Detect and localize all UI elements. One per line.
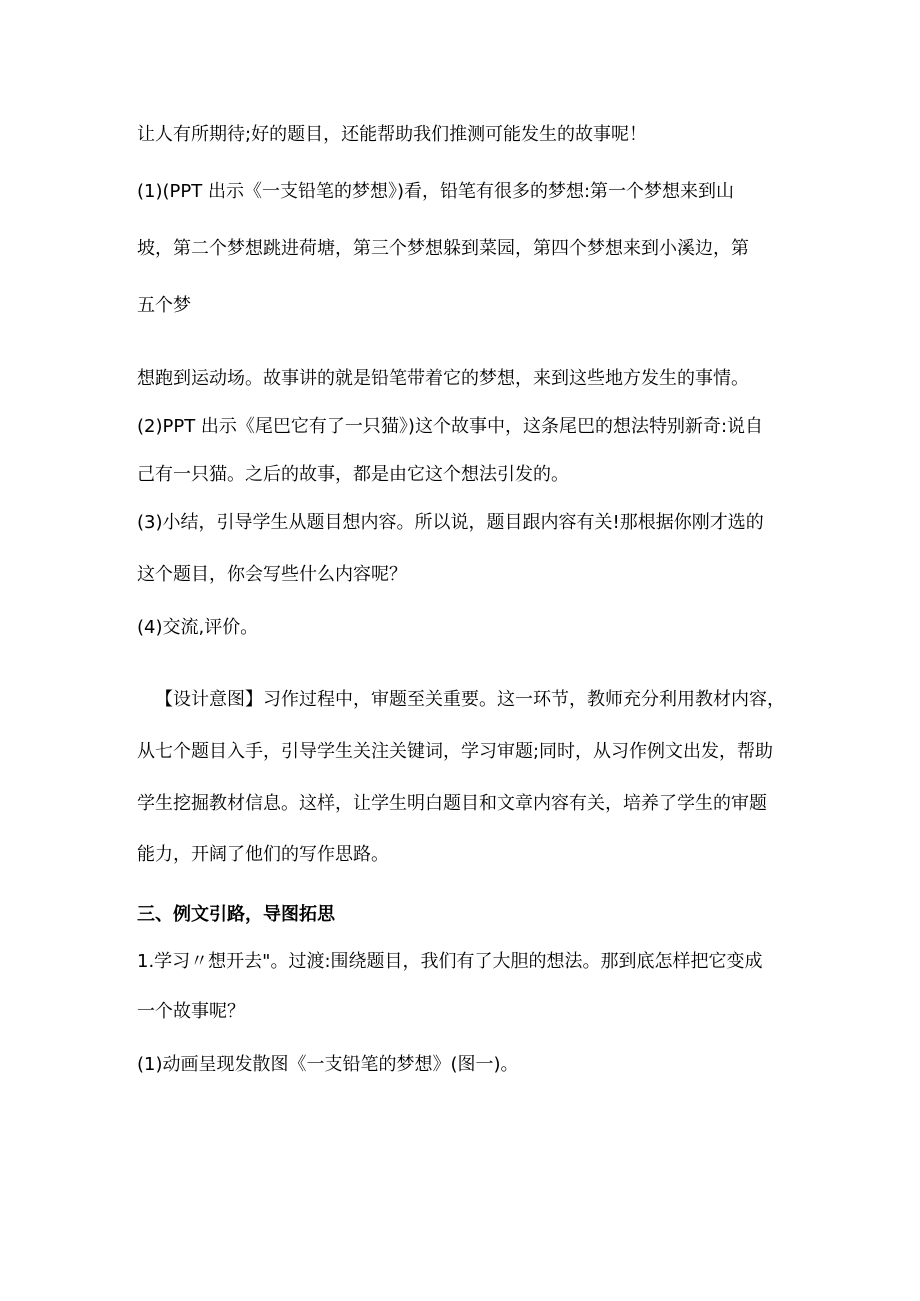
paragraph-line-2: (1)(PPT 出示《一支铅笔的梦想》)看，铅笔有很多的梦想:第一个梦想来到山 (137, 181, 735, 202)
section-heading: 三、例文引路，导图拓思 (137, 904, 335, 925)
design-intent-line-2: 从七个题目入手，引导学生关注关键词，学习审题;同时，从习作例文出发，帮助 (137, 741, 774, 762)
design-intent-line-1: 【设计意图】习作过程中，审题至关重要。这一环节，教师充分利用教材内容， (155, 689, 785, 710)
paragraph-line-6: (2)PPT 出示《尾巴它有了一只猫》)这个故事中，这条尾巴的想法特别新奇:说自 (137, 416, 764, 437)
paragraph-line-4: 五个梦 (137, 295, 191, 316)
section-line-1: 1.学习〃想开去"。过渡:围绕题目，我们有了大胆的想法。那到底怎样把它变成 (137, 951, 763, 972)
paragraph-line-10: (4)交流,评价。 (137, 617, 259, 638)
section-line-3: (1)动画呈现发散图《一支铅笔的梦想》(图一)。 (137, 1054, 519, 1075)
section-line-2: 一个故事呢？ (137, 1001, 245, 1022)
paragraph-line-9: 这个题目，你会写些什么内容呢？ (137, 564, 407, 585)
design-intent-line-3: 学生挖掘教材信息。这样，让学生明白题目和文章内容有关，培养了学生的审题 (137, 793, 767, 814)
paragraph-line-5: 想跑到运动场。故事讲的就是铅笔带着它的梦想，来到这些地方发生的事情。 (137, 368, 749, 389)
paragraph-line-7: 己有一只猫。之后的故事，都是由它这个想法引发的。 (137, 464, 569, 485)
paragraph-line-1: 让人有所期待;好的题目，还能帮助我们推测可能发生的故事呢！ (137, 124, 648, 145)
paragraph-line-3: 坡，第二个梦想跳进荷塘，第三个梦想躲到菜园，第四个梦想来到小溪边，第 (137, 238, 749, 259)
design-intent-line-4: 能力，开阔了他们的写作思路。 (137, 844, 389, 865)
paragraph-line-8: (3)小结，引导学生从题目想内容。所以说，题目跟内容有关!那根据你刚才选的 (137, 512, 764, 533)
